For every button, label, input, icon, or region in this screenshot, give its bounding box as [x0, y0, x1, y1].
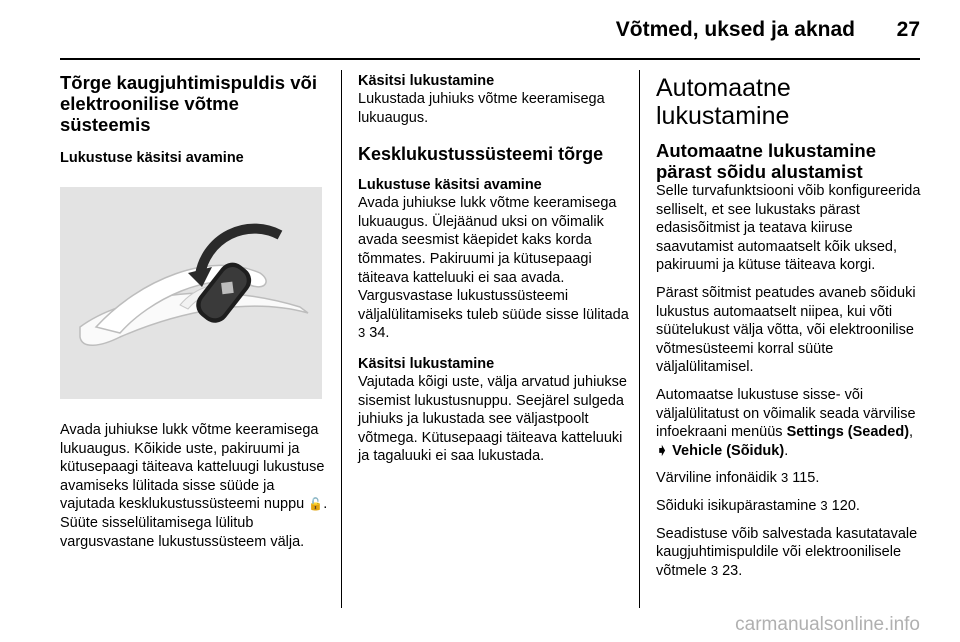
paragraph: Avada juhiukse lukk võtme keeramisega lukuaugus. Kõikide uste, pakiruumi ja kütusepaagi täiteava katteluugi lukustuse avamiseks lülitada sisse süüde ja vajutada kesklukustussüsteemi nuppu 🔓. Süüte sisselülitamisega lülitub vargusvastane lukustussüsteem välja. — [60, 422, 328, 550]
paragraph: Sõiduki isikupärastamine 3 120. — [656, 497, 860, 514]
reference-arrow-icon: 3 — [358, 325, 366, 341]
subheading: Lukustuse käsitsi avamine — [60, 150, 244, 166]
page-header — [0, 0, 960, 58]
section-heading: Kesklukustussüsteemi tõrge — [358, 144, 604, 165]
reference-arrow-icon: 3 — [710, 562, 719, 578]
paragraph: Vajutada kõigi uste, välja arvatud juhiukse sisemist lukustusnuppu. Seejärel sulgeda juhiuks ja lukustada see väljastpoolt võtmega. Kütusepaagi täiteava katteluuki ja tagaluuki ei saa lukustada. — [358, 373, 627, 465]
section-subtitle: Automaatne lukustamine pärast sõidu alustamist — [656, 140, 876, 182]
door-handle-illustration — [60, 187, 322, 399]
reference-arrow-icon: 3 — [820, 497, 828, 513]
menu-path-settings: Settings (Seaded) — [786, 424, 910, 441]
paragraph: Pärast sõitmist peatudes avaneb sõiduki lukustus automaatselt niipea, kui võti süütelukust välja võtta, või elektroonilise võtmesüsteemi korral süüte väljalülitamisel. — [656, 284, 916, 376]
paragraph: Selle turvafunktsiooni võib konfigureerida selliselt, et see lukustaks pärast edasisõitmist ja teatava kiiruse saavutamist automaatselt kõik uksed, pakiruumi ja kütuse täiteava korgi. — [656, 183, 921, 274]
menu-path-vehicle: Vehicle (Sõiduk) — [668, 442, 785, 459]
paragraph: Lukustada juhiuks võtme keeramisega lukuaugus. — [358, 91, 605, 126]
watermark: carmanualsonline.info — [735, 614, 920, 635]
column-2 — [358, 72, 630, 466]
column-1 — [60, 72, 328, 551]
section-heading: Tõrge kaugjuhtimispuldis või elektroonilise võtme süsteemis — [60, 72, 317, 135]
column-divider — [341, 70, 342, 608]
column-divider — [639, 70, 640, 608]
section-title: Automaatne lukustamine — [656, 74, 791, 130]
subheading: Käsitsi lukustamine — [358, 355, 495, 372]
header-title: Võtmed, uksed ja aknad — [615, 18, 855, 41]
page-number: 27 — [896, 18, 920, 41]
subheading: Käsitsi lukustamine — [358, 73, 495, 89]
paragraph: Seadistuse võib salvestada kasutatavale kaugjuhtimispuldile või elektroonilisele võtmele 3 23. — [656, 525, 918, 579]
paragraph: Värviline infonäidik 3 115. — [656, 470, 820, 487]
paragraph: Automaatse lukustuse sisse- või väljalülitatust on võimalik seada värvilise infoekraani menüüs Settings (Seaded), ➧ Vehicle (Sõiduk). — [656, 386, 916, 459]
column-3 — [656, 72, 922, 580]
subheading: Lukustuse käsitsi avamine — [358, 177, 542, 194]
lock-icon: 🔓 — [308, 497, 324, 512]
header-rule — [60, 58, 920, 60]
menu-arrow-icon: ➧ — [656, 442, 669, 459]
reference-arrow-icon: 3 — [780, 470, 789, 486]
paragraph: Avada juhiukse lukk võtme keeramisega lukuaugus. Ülejäänud uksi on võimalik avada seesmist käepidet kaks korda tõmmates. Pakiruumi ja kütusepaagi täiteava katteluuki ei saa avada. Vargusvastase lukustussüsteemi väljalülitamiseks tuleb süüde sisse lülitada 3 34. — [358, 195, 629, 342]
